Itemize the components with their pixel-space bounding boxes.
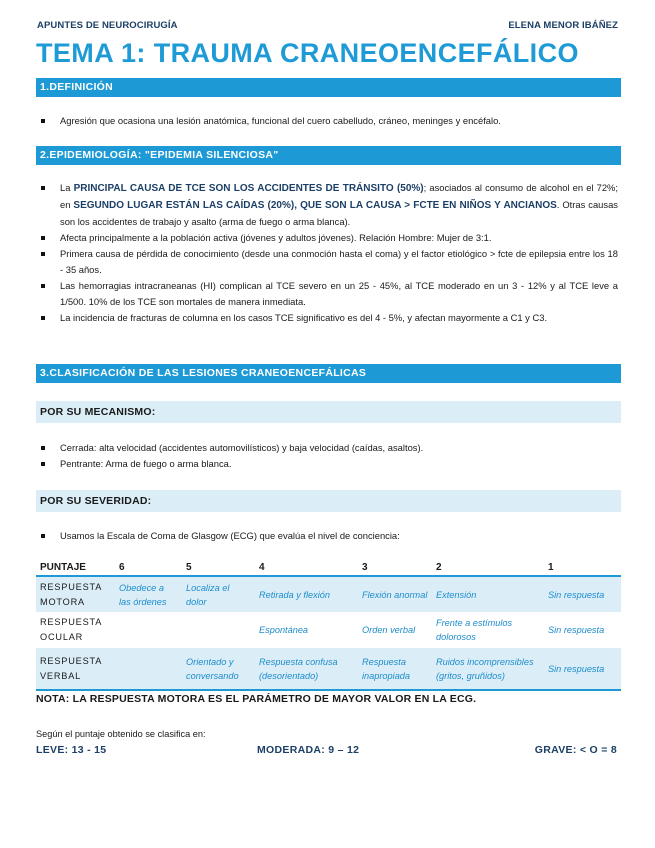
- table-cell: Respuesta inapropiada: [358, 648, 432, 690]
- section-heading-definicion: 1.DEFINICIÓN: [36, 78, 621, 97]
- table-row: [36, 612, 621, 648]
- section-heading-epidemiologia: 2.EPIDEMIOLOGÍA: "EPIDEMIA SILENCIOSA": [36, 146, 621, 165]
- list-item: Agresión que ocasiona una lesión anatómica, funcional del cuero cabelludo, cráneo, meninges y encéfalo.: [38, 113, 618, 129]
- list-item: Afecta principalmente a la población activa (jóvenes y adultos jóvenes). Relación Hombre: Mujer de 3:1.: [38, 230, 618, 246]
- table-cell: Espontánea: [255, 612, 358, 648]
- list-item: La incidencia de fracturas de columna en los casos TCE significativo es del 4 - 5%, y afectan mayormente a C1 y C3.: [38, 310, 618, 326]
- header-course: APUNTES DE NEUROCIRUGÍA: [37, 20, 178, 31]
- header-cell: 3: [358, 560, 432, 576]
- list-item: Las hemorragias intracraneanas (HI) complican al TCE severo en un 25 - 45%, al TCE moderado en un 3 - 12% y al TCE leve a 1/500. 10% de los TCE son mortales de manera inmediata.: [38, 278, 618, 310]
- emphasis-text: SEGUNDO LUGAR ESTÁN LAS CAÍDAS (20%), QUE SON LA CAUSA > FCTE EN NIÑOS Y ANCIANOS: [73, 200, 557, 211]
- header-cell: 4: [255, 560, 358, 576]
- definicion-list: [38, 113, 618, 129]
- subsection-heading-mecanismo: POR SU MECANISMO:: [36, 401, 621, 423]
- table-cell: Extensión: [432, 576, 544, 612]
- table-cell: Frente a estímulos dolorosos: [432, 612, 544, 648]
- table-header-row: [36, 560, 621, 576]
- table-cell: Respuesta confusa (desorientado): [255, 648, 358, 690]
- level-leve: LEVE: 13 - 15: [36, 744, 107, 756]
- header-cell: 2: [432, 560, 544, 576]
- level-moderada: MODERADA: 9 – 12: [257, 744, 360, 756]
- level-grave: GRAVE: < O = 8: [534, 744, 617, 756]
- glasgow-table: [36, 560, 621, 691]
- table-cell: [182, 612, 255, 648]
- classification-intro: Según el puntaje obtenido se clasifica en:: [36, 729, 206, 739]
- subsection-heading-severidad: POR SU SEVERIDAD:: [36, 490, 621, 512]
- header-author: ELENA MENOR IBÁÑEZ: [508, 20, 618, 31]
- table-cell: Obedece a las órdenes: [115, 576, 182, 612]
- row-label: RESPUESTA VERBAL: [36, 648, 115, 690]
- table-cell: [115, 612, 182, 648]
- table-cell: Sin respuesta: [544, 612, 621, 648]
- list-item: Cerrada: alta velocidad (accidentes automovilísticos) y baja velocidad (caídas, asaltos).: [38, 440, 618, 456]
- page-title: TEMA 1: TRAUMA CRANEOENCEFÁLICO: [36, 38, 579, 68]
- table-cell: Sin respuesta: [544, 576, 621, 612]
- table-cell: Ruidos incomprensibles (gritos, gruñidos): [432, 648, 544, 690]
- list-item: [38, 180, 618, 230]
- section-heading-clasificacion: 3.CLASIFICACIÓN DE LAS LESIONES CRANEOENCEFÁLICAS: [36, 364, 621, 383]
- header-cell: 5: [182, 560, 255, 576]
- table-cell: Orden verbal: [358, 612, 432, 648]
- text-run: . Otras causas son los accidentes de trabajo y asalto (arma de fuego o arma blanca).: [60, 199, 618, 227]
- note-text: NOTA: LA RESPUESTA MOTORA ES EL PARÁMETRO DE MAYOR VALOR EN LA ECG.: [36, 693, 477, 705]
- mecanismo-list: [38, 440, 618, 472]
- row-label: RESPUESTA OCULAR: [36, 612, 115, 648]
- table-cell: Orientado y conversando: [182, 648, 255, 690]
- epidemiologia-list: [38, 180, 618, 326]
- list-item: Primera causa de pérdida de conocimiento (desde una conmoción hasta el coma) y el factor etiológico > fcte de epilepsia entre los 18 - 35 años.: [38, 246, 618, 278]
- list-item: Usamos la Escala de Coma de Glasgow (ECG) que evalúa el nivel de conciencia:: [38, 528, 618, 544]
- row-label: RESPUESTA MOTORA: [36, 576, 115, 612]
- list-item: Pentrante: Arma de fuego o arma blanca.: [38, 456, 618, 472]
- page-header: [37, 20, 618, 31]
- header-cell: 1: [544, 560, 621, 576]
- table-cell: Retirada y flexión: [255, 576, 358, 612]
- text-run: ; asociados al consumo de alcohol en el 72%; en: [60, 182, 618, 210]
- severidad-list: [38, 528, 618, 544]
- header-cell: 6: [115, 560, 182, 576]
- table-cell: Flexión anormal: [358, 576, 432, 612]
- table-row: [36, 576, 621, 612]
- table-cell: Localiza el dolor: [182, 576, 255, 612]
- table-cell: Sin respuesta: [544, 648, 621, 690]
- emphasis-text: PRINCIPAL CAUSA DE TCE SON LOS ACCIDENTES DE TRÁNSITO (50%): [73, 183, 424, 194]
- table-cell: [115, 648, 182, 690]
- table-row: [36, 648, 621, 690]
- text-run: La: [60, 182, 74, 193]
- header-cell: PUNTAJE: [36, 560, 115, 576]
